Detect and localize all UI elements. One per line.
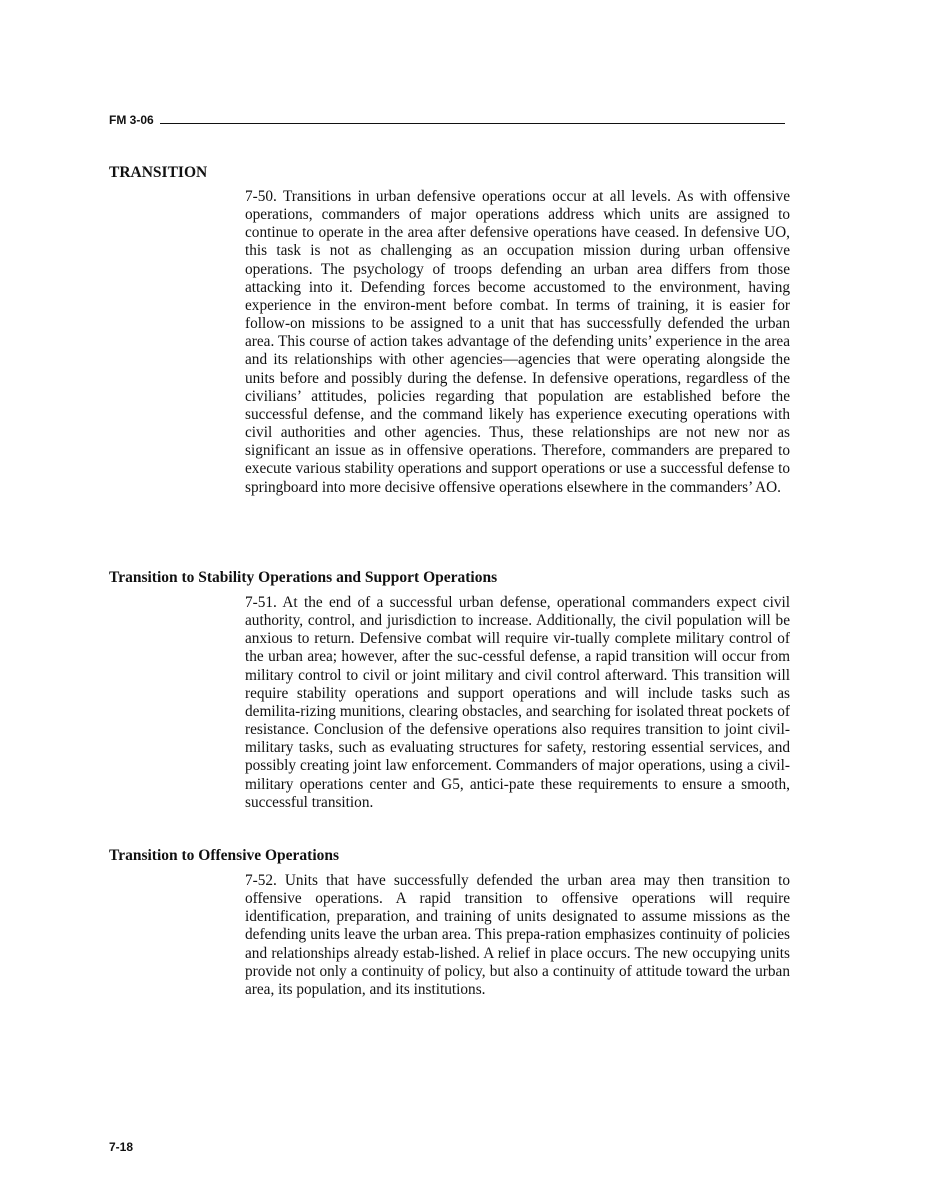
section-heading-stability-support: Transition to Stability Operations and Support Operations — [109, 569, 498, 586]
section-heading-offensive: Transition to Offensive Operations — [109, 847, 340, 864]
paragraph-7-50: 7-50. Transitions in urban defensive operations occur at all levels. As with offensive operations, commanders of major operations address which units are assigned to continue to operate in the area after defensive operations have ceased. In defensive UO, this task is not as challenging as an occupation mission during urban offensive operations. The psychology of troops defending an urban area differs from those attacking into it. Defending forces become accustomed to the environment, having experience in the environ-ment before combat. In terms of training, it is easier for follow-on missions to be assigned to a unit that has successfully defended the urban area. This course of action takes advantage of the defending units’ experience in the area and its relationships with other agencies—agencies that were operating alongside the units before and possibly during the defense. In defensive operations, regardless of the civilians’ attitudes, policies regarding that population are established before the successful defense, and the command likely has experience executing operations with civil authorities and other agencies. Thus, these relationships are not new nor as significant an issue as in offensive operations. Therefore, commanders are prepared to execute various stability operations and support operations or use a successful defense to springboard into more decisive offensive operations elsewhere in the commanders’ AO. — [245, 188, 790, 496]
paragraph-7-52: 7-52. Units that have successfully defended the urban area may then transition to offensive operations. A rapid transition to offensive operations will require identification, preparation, and training of units designated to assume missions as the defending units leave the urban area. This prepa-ration emphasizes continuity of policies and relationships already estab-lished. A relief in place occurs. The new occupying units provide not only a continuity of policy, but also a continuity of attitude toward the urban area, its population, and its institutions. — [245, 872, 790, 998]
header-rule — [160, 123, 785, 124]
manual-designation: FM 3-06 — [109, 113, 154, 127]
section-heading-transition: TRANSITION — [109, 164, 208, 181]
page-number: 7-18 — [109, 1140, 134, 1154]
paragraph-7-51: 7-51. At the end of a successful urban defense, operational commanders expect civil authority, control, and jurisdiction to increase. Additionally, the civil population will be anxious to return. Defensive combat will require vir-tually complete military control of the urban area; however, after the suc-cessful defense, a rapid transition will occur from military control to civil or joint military and civil control afterward. This transition will require stability operations and support operations and will include tasks such as demilita-rizing munitions, clearing obstacles, and searching for isolated threat pockets of resistance. Conclusion of the defensive operations also requires transition to joint civil-military tasks, such as evaluating structures for safety, restoring essential services, and possibly creating joint law enforcement. Commanders of major operations, using a civil-military operations center and G5, antici-pate these requirements to ensure a smooth, successful transition. — [245, 594, 790, 811]
running-header — [109, 109, 785, 127]
